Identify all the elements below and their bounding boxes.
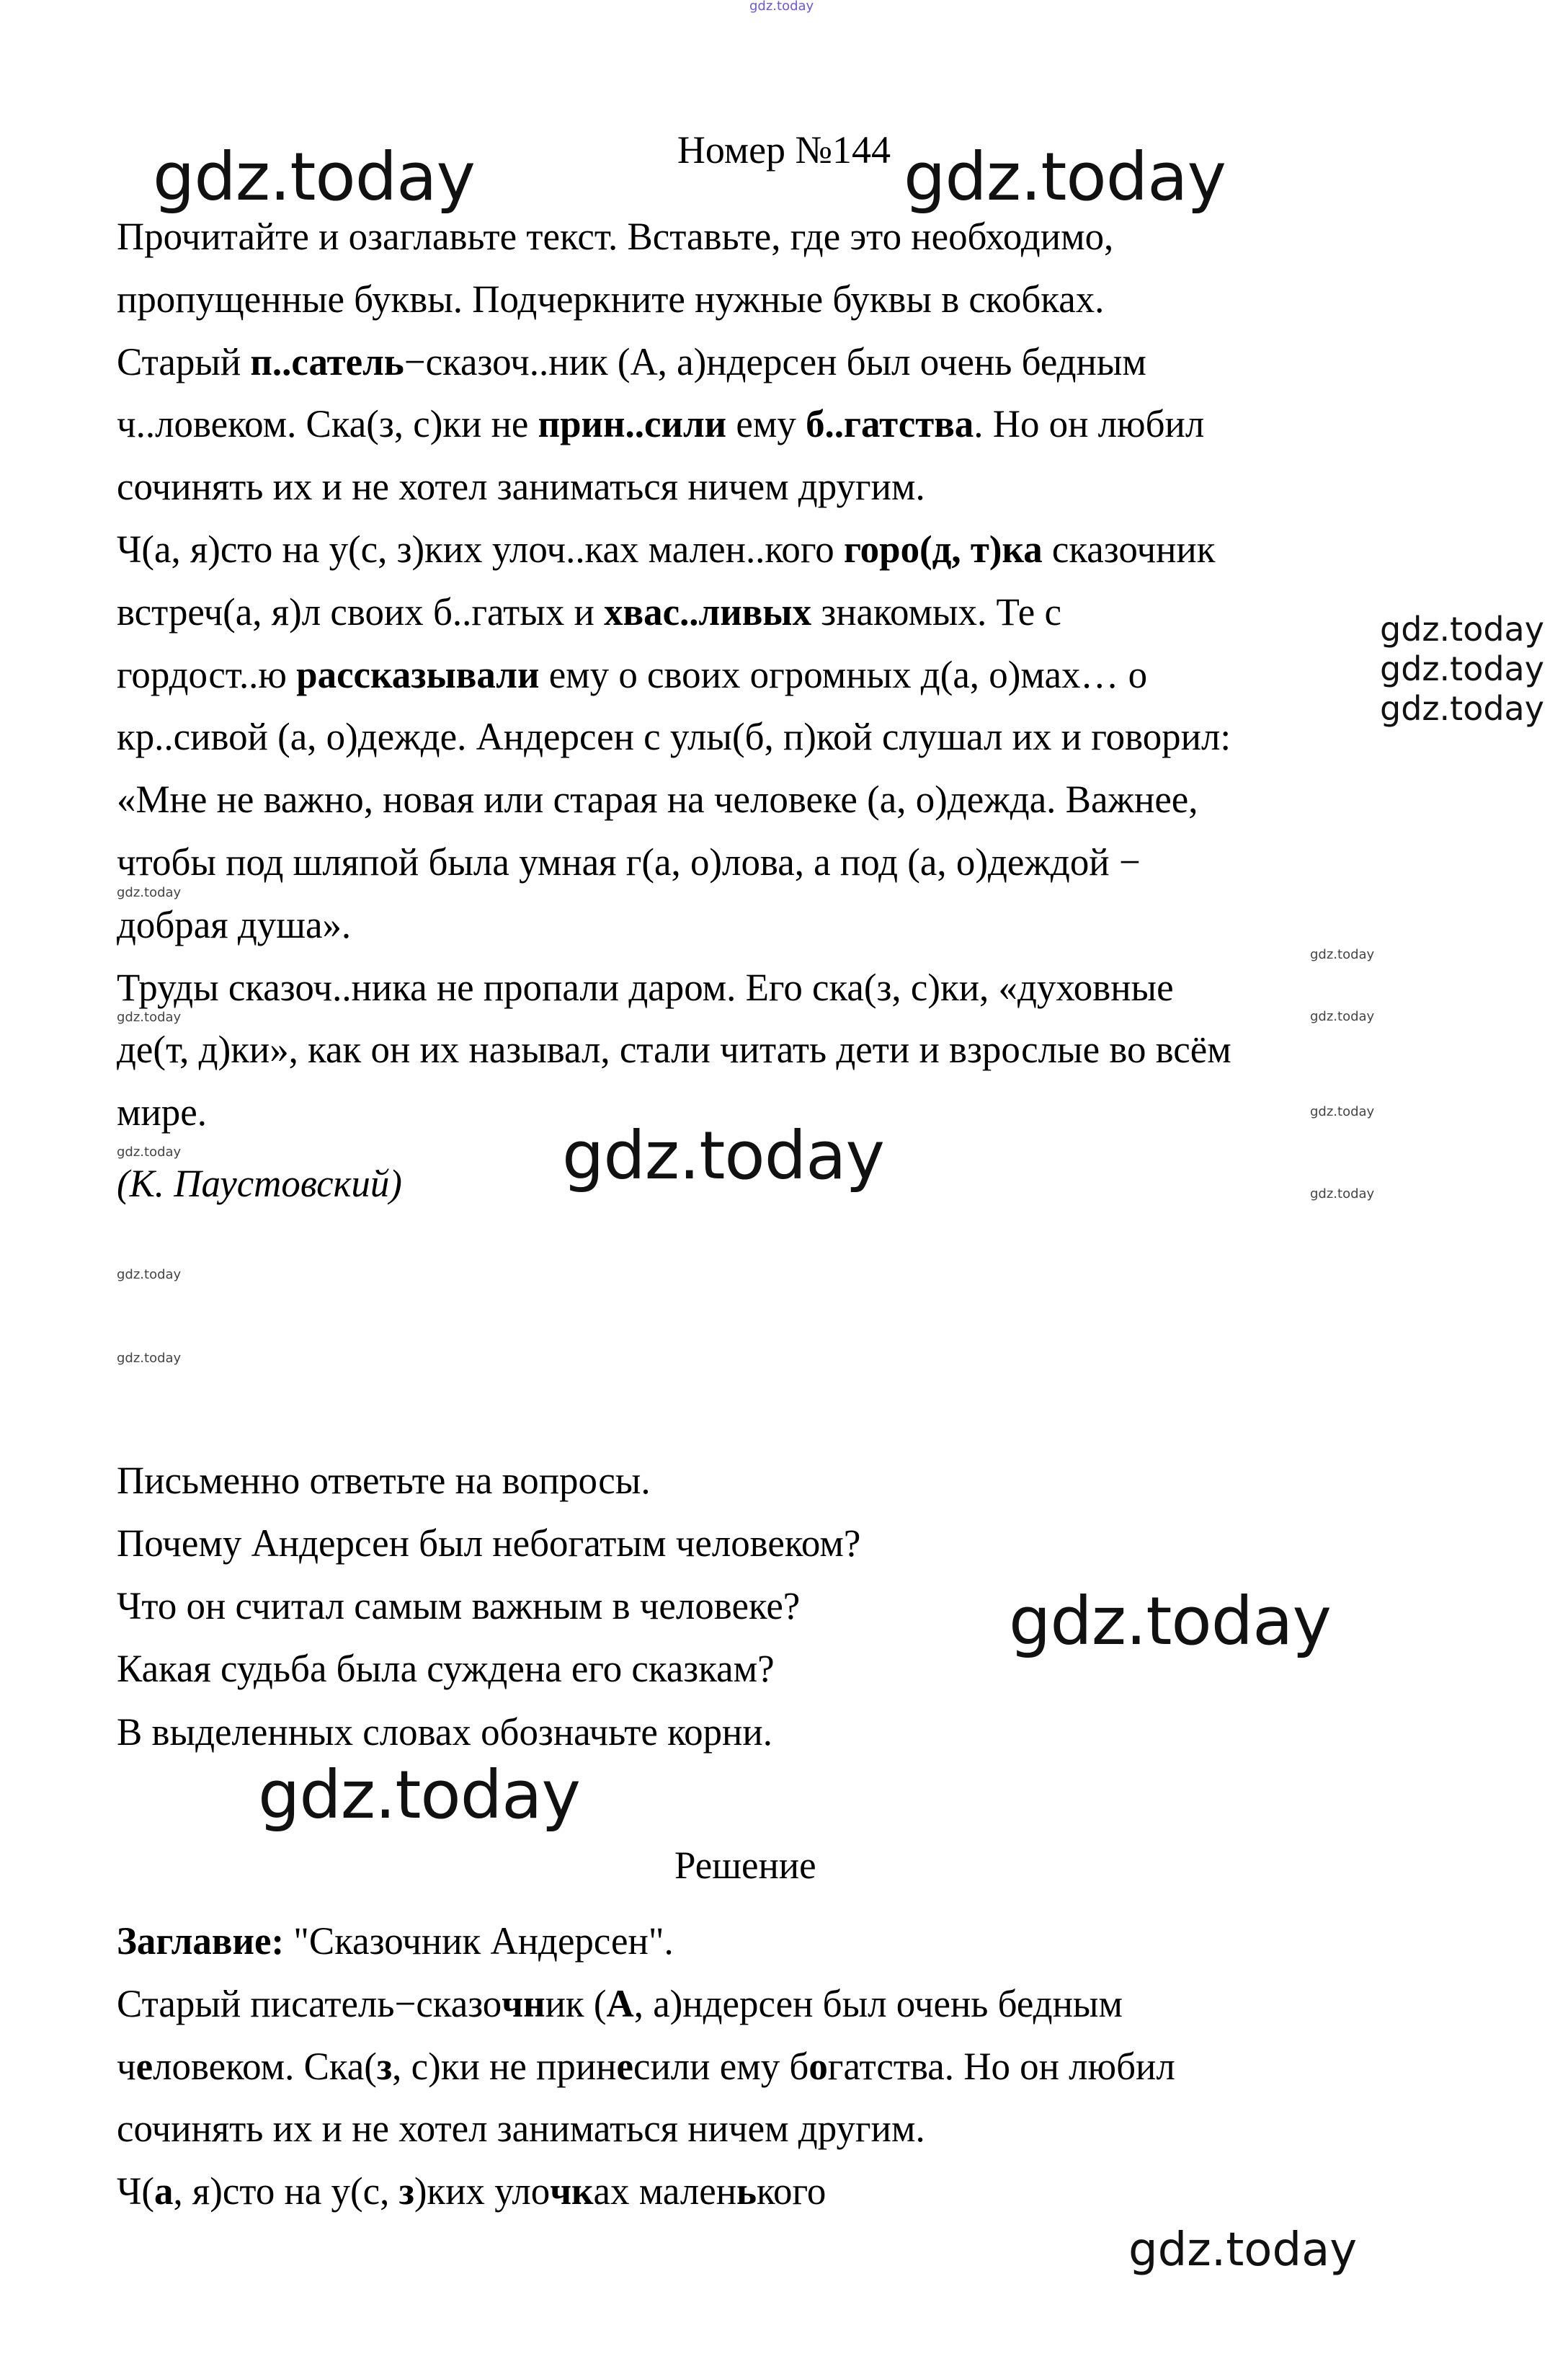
watermark: gdz.today <box>904 138 1226 215</box>
watermark: gdz.today <box>1310 1186 1375 1201</box>
text-fragment: сочинять их и не хотел заниматься ничем другим. <box>117 2107 925 2151</box>
task-line <box>117 339 1146 383</box>
bold-fragment: хвас..ливых <box>604 590 812 634</box>
bold-fragment: з <box>398 2169 414 2213</box>
bold-fragment: а <box>154 2169 174 2213</box>
task-line <box>117 1029 1231 1070</box>
text-fragment: «Мне не важно, новая или старая на человеке (а, о)дежда. Важнее, <box>117 778 1198 822</box>
text-fragment: пропущенные буквы. Подчеркните нужные буквы в скобках. <box>117 277 1105 321</box>
watermark: gdz.today <box>1380 610 1544 649</box>
text-fragment: де(т, д)ки», как он их называл, стали читать дети и взрослые во всём <box>117 1028 1231 1072</box>
bold-fragment: рассказывали <box>296 652 540 696</box>
task-line <box>117 967 1174 1008</box>
watermark: gdz.today <box>1380 649 1544 688</box>
text-fragment: добрая душа». <box>117 902 352 946</box>
solution-line <box>117 2108 925 2149</box>
bold-fragment: ь <box>736 2169 757 2213</box>
text-fragment: ч <box>117 2044 136 2088</box>
task-line <box>117 654 1147 695</box>
text-fragment: мире. <box>117 1090 207 1134</box>
task-line <box>117 529 1215 569</box>
solution-line <box>117 1921 674 1961</box>
text-fragment: , с)ки не прин <box>392 2044 617 2088</box>
page-title: Номер №144 <box>677 128 891 172</box>
text-fragment: чтобы под шляпой была умная г(а, о)лова, а под (а, о)деждой − <box>117 840 1141 884</box>
task-line <box>117 1092 207 1132</box>
watermark: gdz.today <box>1128 2223 1358 2277</box>
author: (К. Паустовский) <box>117 1162 402 1205</box>
watermark: gdz.today <box>1310 1104 1375 1119</box>
task-line <box>117 404 1204 444</box>
text-fragment: гордост..ю <box>117 652 297 696</box>
text-fragment: Труды сказоч..ника не пропали даром. Его ска(з, с)ки, «духовные <box>117 965 1174 1009</box>
bold-fragment: чн <box>502 1981 545 2025</box>
task-line <box>117 216 1113 257</box>
text-fragment: ик ( <box>545 1981 607 2025</box>
text-fragment: ч..ловеком. Ска(з, с)ки не <box>117 402 538 446</box>
text-fragment: Ч( <box>117 2169 155 2213</box>
question-line: Письменно ответьте на вопросы. <box>117 1459 651 1502</box>
watermark: gdz.today <box>562 1117 884 1194</box>
watermark-top: gdz.today <box>749 0 814 14</box>
watermark: gdz.today <box>1310 947 1375 962</box>
text-fragment: сили ему б <box>633 2044 809 2088</box>
text-fragment: Старый писатель−сказо <box>117 1981 502 2025</box>
bold-fragment: о <box>808 2044 828 2088</box>
watermark: gdz.today <box>117 1010 182 1025</box>
bold-fragment: прин..сили <box>538 402 727 446</box>
text-fragment: )ких уло <box>414 2169 551 2213</box>
watermark: gdz.today <box>258 1756 580 1834</box>
question-line: Почему Андерсен был небогатым человеком? <box>117 1521 861 1565</box>
watermark: gdz.today <box>153 138 475 215</box>
text-fragment: Старый <box>117 339 251 383</box>
bold-fragment: б..гатства <box>806 402 974 446</box>
bold-fragment: е <box>616 2044 633 2088</box>
bold-fragment: з <box>376 2044 393 2088</box>
task-line <box>117 902 352 946</box>
text-fragment: сочинять их и не хотел заниматься ничем другим. <box>117 465 925 509</box>
text-fragment: , а)ндерсен был очень бедным <box>633 1981 1123 2025</box>
text-fragment: ему о своих огромных д(а, о)мах… о <box>539 652 1148 696</box>
watermark: gdz.today <box>117 885 182 900</box>
solution-line <box>117 2171 826 2211</box>
task-line <box>117 466 925 507</box>
text-fragment: ах мален <box>593 2169 737 2213</box>
text-fragment: "Сказочник Андерсен". <box>284 1919 674 1963</box>
text-fragment: сказочник <box>1042 528 1216 571</box>
text-fragment: Прочитайте и озаглавьте текст. Вставьте, где это необходимо, <box>117 215 1114 258</box>
solution-line <box>117 2046 1175 2087</box>
question-line: В выделенных словах обозначьте корни. <box>117 1710 772 1754</box>
text-fragment: ему <box>726 402 806 446</box>
text-fragment: кого <box>757 2169 827 2213</box>
bold-fragment: горо(д, т)ка <box>843 528 1043 571</box>
text-fragment: −сказоч..ник (А, а)ндерсен был очень бедным <box>404 339 1146 383</box>
question-line: Какая судьба была суждена его сказкам? <box>117 1647 775 1690</box>
task-line <box>117 842 1141 882</box>
bold-fragment: чк <box>550 2169 594 2213</box>
text-fragment: знакомых. Те с <box>811 590 1061 634</box>
task-line <box>117 592 1061 632</box>
bold-fragment: А <box>606 1981 634 2025</box>
bold-fragment: е <box>135 2044 153 2088</box>
watermark: gdz.today <box>117 1351 182 1366</box>
text-fragment: ловеком. Ска( <box>153 2044 377 2088</box>
task-line <box>117 279 1104 319</box>
watermark: gdz.today <box>1009 1583 1331 1660</box>
text-fragment: , я)сто на у(с, <box>173 2169 399 2213</box>
watermark: gdz.today <box>117 1145 182 1160</box>
question-line: Что он считал самым важным в человеке? <box>117 1584 801 1627</box>
bold-fragment: п..сатель <box>250 339 404 383</box>
task-line <box>117 778 1198 822</box>
watermark: gdz.today <box>1310 1009 1375 1024</box>
task-line <box>117 716 1231 757</box>
solution-line <box>117 1983 1123 2024</box>
text-fragment: кр..сивой (а, о)дежде. Андерсен с улы(б, п)кой слушал их и говорил: <box>117 715 1231 759</box>
watermark: gdz.today <box>117 1267 182 1282</box>
text-fragment: . Но он любил <box>974 402 1205 446</box>
text-fragment: встреч(а, я)л своих б..гатых и <box>117 590 605 634</box>
bold-fragment: Заглавие: <box>117 1919 285 1963</box>
solution-heading: Решение <box>674 1844 816 1887</box>
watermark: gdz.today <box>1380 689 1544 728</box>
text-fragment: Ч(а, я)сто на у(с, з)ких улоч..ках мален..кого <box>117 528 844 571</box>
text-fragment: гатства. Но он любил <box>827 2044 1175 2088</box>
